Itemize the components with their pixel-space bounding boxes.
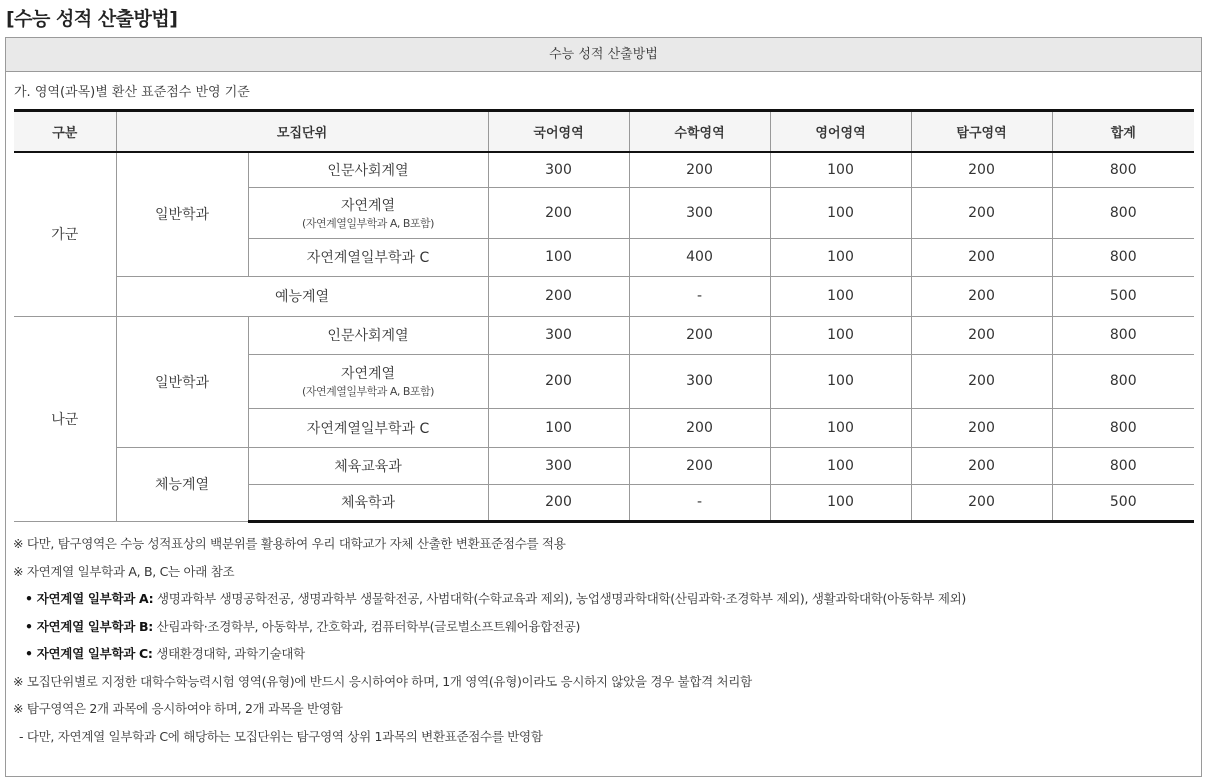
note-exception: - 다만, 자연계열 일부학과 C에 해당하는 모집단위는 탐구영역 상위 1과목의 변환표준점수를 반영함	[19, 728, 543, 744]
value-cell: 200	[911, 447, 1052, 484]
note-b-label: • 자연계열 일부학과 B:	[25, 618, 153, 634]
note-inquiry-subjects: ※ 탐구영역은 2개 과목에 응시하여야 하며, 2개 과목을 반영함	[13, 701, 343, 716]
value-cell: 100	[770, 408, 911, 447]
unit-cell: 자연계열일부학과 C	[248, 408, 488, 447]
unit-cell: 자연계열일부학과 C	[248, 238, 488, 276]
unit-sub: (자연계열일부학과 A, B포함)	[302, 216, 434, 230]
table-row	[14, 447, 1194, 484]
unit-name: 자연계열	[340, 366, 396, 382]
value-cell: 400	[629, 238, 770, 276]
value-cell: 100	[770, 238, 911, 276]
value-cell: 200	[488, 484, 629, 521]
box-header: 수능 성적 산출방법	[6, 38, 1201, 72]
unit-cell: 체육학과	[248, 484, 488, 521]
value-cell: 500	[1052, 484, 1194, 521]
value-cell: 200	[911, 276, 1052, 316]
value-cell: 800	[1052, 408, 1194, 447]
value-cell: 200	[911, 238, 1052, 276]
note-dept-c	[13, 640, 966, 668]
table-row	[14, 276, 1194, 316]
value-cell: 100	[770, 316, 911, 354]
unit-cell	[248, 354, 488, 408]
subgroup-general: 일반학과	[116, 316, 248, 447]
note-dept-b	[13, 613, 966, 641]
value-cell: 100	[488, 408, 629, 447]
value-cell: 200	[911, 152, 1052, 187]
value-cell: 100	[770, 152, 911, 187]
header-division: 구분	[14, 111, 116, 153]
value-cell: 200	[488, 354, 629, 408]
note-b-text: 산림과학·조경학부, 아동학부, 간호학과, 컴퓨터학부(글로벌소프트웨어융합전공)	[152, 618, 581, 634]
value-cell: 100	[770, 447, 911, 484]
value-cell: 300	[488, 316, 629, 354]
unit-cell: 인문사회계열	[248, 316, 488, 354]
header-math: 수학영역	[629, 111, 770, 153]
notes	[13, 530, 966, 750]
value-cell: 300	[629, 187, 770, 238]
value-cell: -	[629, 484, 770, 521]
section-title: 가. 영역(과목)별 환산 표준점수 반영 기준	[14, 85, 250, 100]
subgroup-sports: 체능계열	[116, 447, 248, 521]
value-cell: 100	[770, 187, 911, 238]
header-inquiry: 탐구영역	[911, 111, 1052, 153]
note-c-text: 생태환경대학, 과학기술대학	[152, 646, 305, 661]
value-cell: 500	[1052, 276, 1194, 316]
subgroup-general: 일반학과	[116, 152, 248, 276]
value-cell: 100	[488, 238, 629, 276]
value-cell: 300	[629, 354, 770, 408]
header-unit: 모집단위	[116, 111, 488, 153]
group-na: 나군	[14, 316, 116, 521]
header-korean: 국어영역	[488, 111, 629, 153]
value-cell: 200	[629, 152, 770, 187]
score-table	[14, 109, 1194, 523]
value-cell: 200	[488, 187, 629, 238]
header-total: 합계	[1052, 111, 1194, 153]
table-row	[14, 152, 1194, 187]
value-cell: 800	[1052, 354, 1194, 408]
value-cell: 200	[629, 447, 770, 484]
table-row	[14, 316, 1194, 354]
note-inquiry: ※ 다만, 탐구영역은 수능 성적표상의 백분위를 활용하여 우리 대학교가 자체 산출한 변환표준점수를 적용	[13, 536, 566, 551]
value-cell: 200	[488, 276, 629, 316]
value-cell: 200	[911, 484, 1052, 521]
value-cell: 800	[1052, 187, 1194, 238]
value-cell: 200	[911, 316, 1052, 354]
unit-name: 자연계열	[340, 197, 396, 214]
note-a-text: 생명과학부 생명공학전공, 생명과학부 생물학전공, 사범대학(수학교육과 제외), 농업생명과학대학(산림과학·조경학부 제외), 생활과학대학(아동학부 제외)	[153, 591, 966, 606]
value-cell: 800	[1052, 447, 1194, 484]
unit-cell	[248, 187, 488, 238]
unit-sub: (자연계열일부학과 A, B포함)	[302, 385, 434, 398]
value-cell: 200	[629, 316, 770, 354]
value-cell: 100	[770, 276, 911, 316]
value-cell: 200	[911, 187, 1052, 238]
note-c-label: • 자연계열 일부학과 C:	[25, 646, 153, 661]
value-cell: -	[629, 276, 770, 316]
unit-cell: 인문사회계열	[248, 152, 488, 187]
note-reference: ※ 자연계열 일부학과 A, B, C는 아래 참조	[13, 563, 235, 579]
note-dept-a	[13, 585, 966, 613]
value-cell: 200	[911, 408, 1052, 447]
value-cell: 200	[911, 354, 1052, 408]
value-cell: 800	[1052, 238, 1194, 276]
value-cell: 800	[1052, 316, 1194, 354]
header-english: 영어영역	[770, 111, 911, 153]
value-cell: 800	[1052, 152, 1194, 187]
note-required: ※ 모집단위별로 지정한 대학수학능력시험 영역(유형)에 반드시 응시하여야 하며, 1개 영역(유형)이라도 응시하지 않았을 경우 불합격 처리함	[13, 673, 752, 689]
table-header-row	[14, 111, 1194, 153]
value-cell: 200	[629, 408, 770, 447]
value-cell: 300	[488, 447, 629, 484]
unit-cell: 체육교육과	[248, 447, 488, 484]
group-ga: 가군	[14, 152, 116, 316]
value-cell: 300	[488, 152, 629, 187]
subgroup-arts: 예능계열	[116, 276, 488, 316]
value-cell: 100	[770, 354, 911, 408]
page-title: [수능 성적 산출방법]	[6, 8, 178, 30]
note-a-label: • 자연계열 일부학과 A:	[25, 591, 154, 606]
value-cell: 100	[770, 484, 911, 521]
